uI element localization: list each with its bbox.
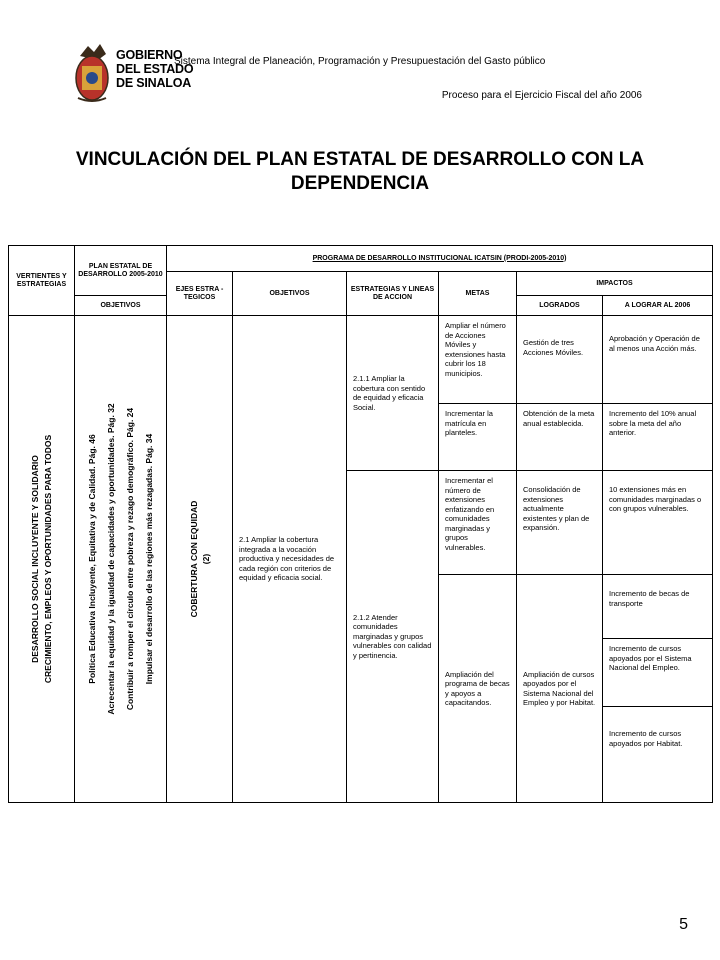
page-title: VINCULACIÓN DEL PLAN ESTATAL DE DESARROLLO CON LA DEPENDENCIA <box>75 149 645 194</box>
header-objetivos-prog: OBJETIVOS <box>233 272 347 316</box>
objetivo-cell: 2.1 Ampliar la cobertura integrada a la vocación productiva y necesidades de cada región con criterios de equidad y eficacia social. <box>233 316 347 803</box>
logrado-4: Ampliación de cursos apoyados por el Sistema Nacional del Empleo y por Habitat. <box>517 575 603 803</box>
header-metas: METAS <box>439 272 517 316</box>
plan-objective-2: Acrecentar la equidad y la igualdad de capacidades y oportunidades. Pág. 32 <box>105 403 116 715</box>
vertiente-2: CRECIMIENTO, EMPLEOS Y OPORTUNIDADES PARA TODOS <box>42 434 53 684</box>
a-lograr-4: Incremento de becas de transporte <box>603 575 713 639</box>
header-objetivos-plan: OBJETIVOS <box>75 296 167 316</box>
plan-objective-4: Impulsar el desarrollo de las regiones más rezagadas. Pág. 34 <box>143 433 154 685</box>
header-estrategias: ESTRATEGIAS Y LINEAS DE ACCION <box>347 272 439 316</box>
eje-number: (2) <box>200 553 211 565</box>
meta-3: Incrementar el número de extensiones enfatizando en comunidades marginadas y grupos vulnerables. <box>439 471 517 575</box>
estrategia-2: 2.1.2 Atender comunidades marginadas y grupos vulnerables con calidad y pertinencia. <box>347 471 439 803</box>
system-name: Sistema Integral de Planeación, Programación y Presupuestación del Gasto público <box>174 56 546 67</box>
header-plan-estatal: PLAN ESTATAL DE DESARROLLO 2005-2010 <box>75 246 167 296</box>
a-lograr-5: Incremento de cursos apoyados por el Sistema Nacional del Empleo. <box>603 639 713 707</box>
plan-objective-3: Contribuir a romper el círculo entre pobreza y rezago demográfico. Pág. 24 <box>124 407 135 711</box>
page-number: 5 <box>679 916 688 933</box>
eje-name: COBERTURA CON EQUIDAD <box>188 500 199 618</box>
header-logrados: LOGRADOS <box>517 296 603 316</box>
a-lograr-6: Incremento de cursos apoyados por Habitat. <box>603 707 713 803</box>
meta-2: Incrementar la matrícula en planteles. <box>439 404 517 471</box>
header-vertientes: VERTIENTES Y ESTRATEGIAS <box>9 246 75 316</box>
logrado-1: Gestión de tres Acciones Móviles. <box>517 316 603 404</box>
vertiente-1: DESARROLLO SOCIAL INCLUYENTE Y SOLIDARIO <box>29 455 40 663</box>
logo-wordmark: GOBIERNO DEL ESTADO DE SINALOA <box>116 48 194 90</box>
logrado-3: Consolidación de extensiones actualmente existentes y plan de expansión. <box>517 471 603 575</box>
header-a-lograr: A LOGRAR AL 2006 <box>603 296 713 316</box>
header-programa: PROGRAMA DE DESARROLLO INSTITUCIONAL ICATSIN (PRODI-2005-2010) <box>167 246 713 272</box>
estrategia-1: 2.1.1 Ampliar la cobertura con sentido de equidad y eficacia Social. <box>347 316 439 471</box>
eje-cell <box>167 316 233 803</box>
a-lograr-3: 10 extensiones más en comunidades marginadas o con grupos vulnerables. <box>603 471 713 575</box>
plan-objective-1: Política Educativa Incluyente, Equitativa y de Calidad. Pág. 46 <box>86 434 97 684</box>
meta-1: Ampliar el número de Acciones Móviles y extensiones hasta cubrir los 18 municipios. <box>439 316 517 404</box>
a-lograr-2: Incremento del 10% anual sobre la meta del año anterior. <box>603 404 713 471</box>
logrado-2: Obtención de la meta anual establecida. <box>517 404 603 471</box>
meta-4: Ampliación del programa de becas y apoyos a capacitandos. <box>439 575 517 803</box>
vertientes-cell <box>9 316 75 803</box>
header-ejes: EJES ESTRA - TEGICOS <box>167 272 233 316</box>
a-lograr-1: Aprobación y Operación de al menos una Acción más. <box>603 316 713 404</box>
linkage-table <box>8 245 713 803</box>
header-impactos: IMPACTOS <box>517 272 713 296</box>
fiscal-process: Proceso para el Ejercicio Fiscal del año 2006 <box>441 90 642 101</box>
plan-objectives-cell <box>75 316 167 803</box>
